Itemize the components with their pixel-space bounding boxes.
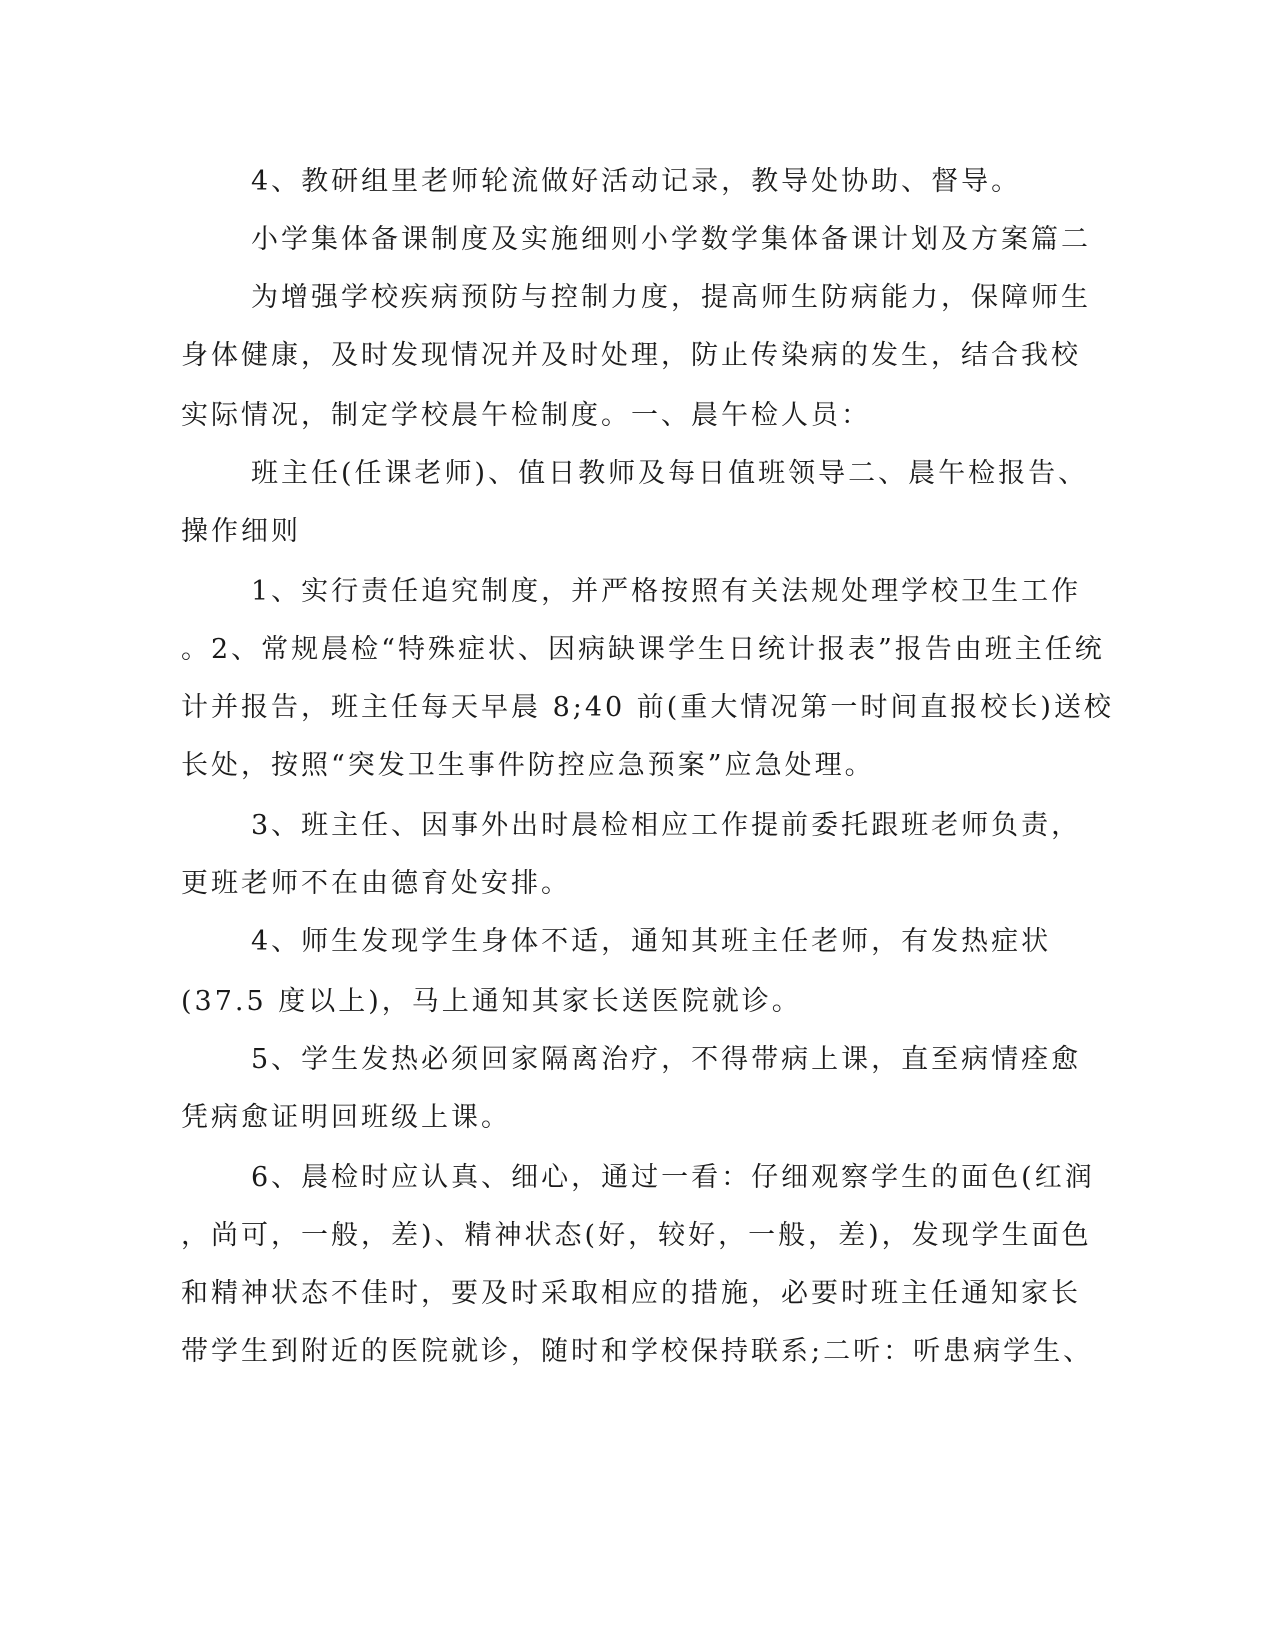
text-line: 更班老师不在由德育处安排。 — [181, 868, 571, 899]
text-line: 5、学生发热必须回家隔离治疗，不得带病上课，直至病情痊愈 — [251, 1044, 1082, 1075]
text-line: (37.5 度以上)，马上通知其家长送医院就诊。 — [181, 986, 802, 1017]
text-line: 1、实行责任追究制度，并严格按照有关法规处理学校卫生工作 — [251, 576, 1082, 607]
text-line: 长处，按照“突发卫生事件防控应急预案”应急处理。 — [181, 750, 875, 781]
text-line: 实际情况，制定学校晨午检制度。一、晨午检人员： — [181, 400, 871, 431]
text-line: 。2、常规晨检“特殊症状、因病缺课学生日统计报表”报告由班主任统 — [181, 634, 1105, 665]
text-line: 4、教研组里老师轮流做好活动记录，教导处协助、督导。 — [251, 166, 1022, 197]
text-line: 6、晨检时应认真、细心，通过一看：仔细观察学生的面色(红润 — [251, 1162, 1095, 1193]
text-line: 小学集体备课制度及实施细则小学数学集体备课计划及方案篇二 — [251, 224, 1091, 255]
text-line: 身体健康，及时发现情况并及时处理，防止传染病的发生，结合我校 — [181, 340, 1081, 371]
text-line: 和精神状态不佳时，要及时采取相应的措施，必要时班主任通知家长 — [181, 1278, 1081, 1309]
text-line: 计并报告，班主任每天早晨 8;40 前(重大情况第一时间直报校长)送校 — [181, 692, 1114, 723]
text-line: ，尚可，一般，差)、精神状态(好，较好，一般，差)，发现学生面色 — [181, 1220, 1092, 1251]
text-line: 班主任(任课老师)、值日教师及每日值班领导二、晨午检报告、 — [251, 458, 1089, 489]
text-line: 4、师生发现学生身体不适，通知其班主任老师，有发热症状 — [251, 926, 1052, 957]
text-line: 操作细则 — [181, 516, 301, 547]
text-line: 带学生到附近的医院就诊，随时和学校保持联系;二听：听患病学生、 — [181, 1336, 1094, 1367]
text-line: 凭病愈证明回班级上课。 — [181, 1102, 511, 1133]
text-line: 为增强学校疾病预防与控制力度，提高师生防病能力，保障师生 — [251, 282, 1091, 313]
text-line: 3、班主任、因事外出时晨检相应工作提前委托跟班老师负责， — [251, 810, 1082, 841]
